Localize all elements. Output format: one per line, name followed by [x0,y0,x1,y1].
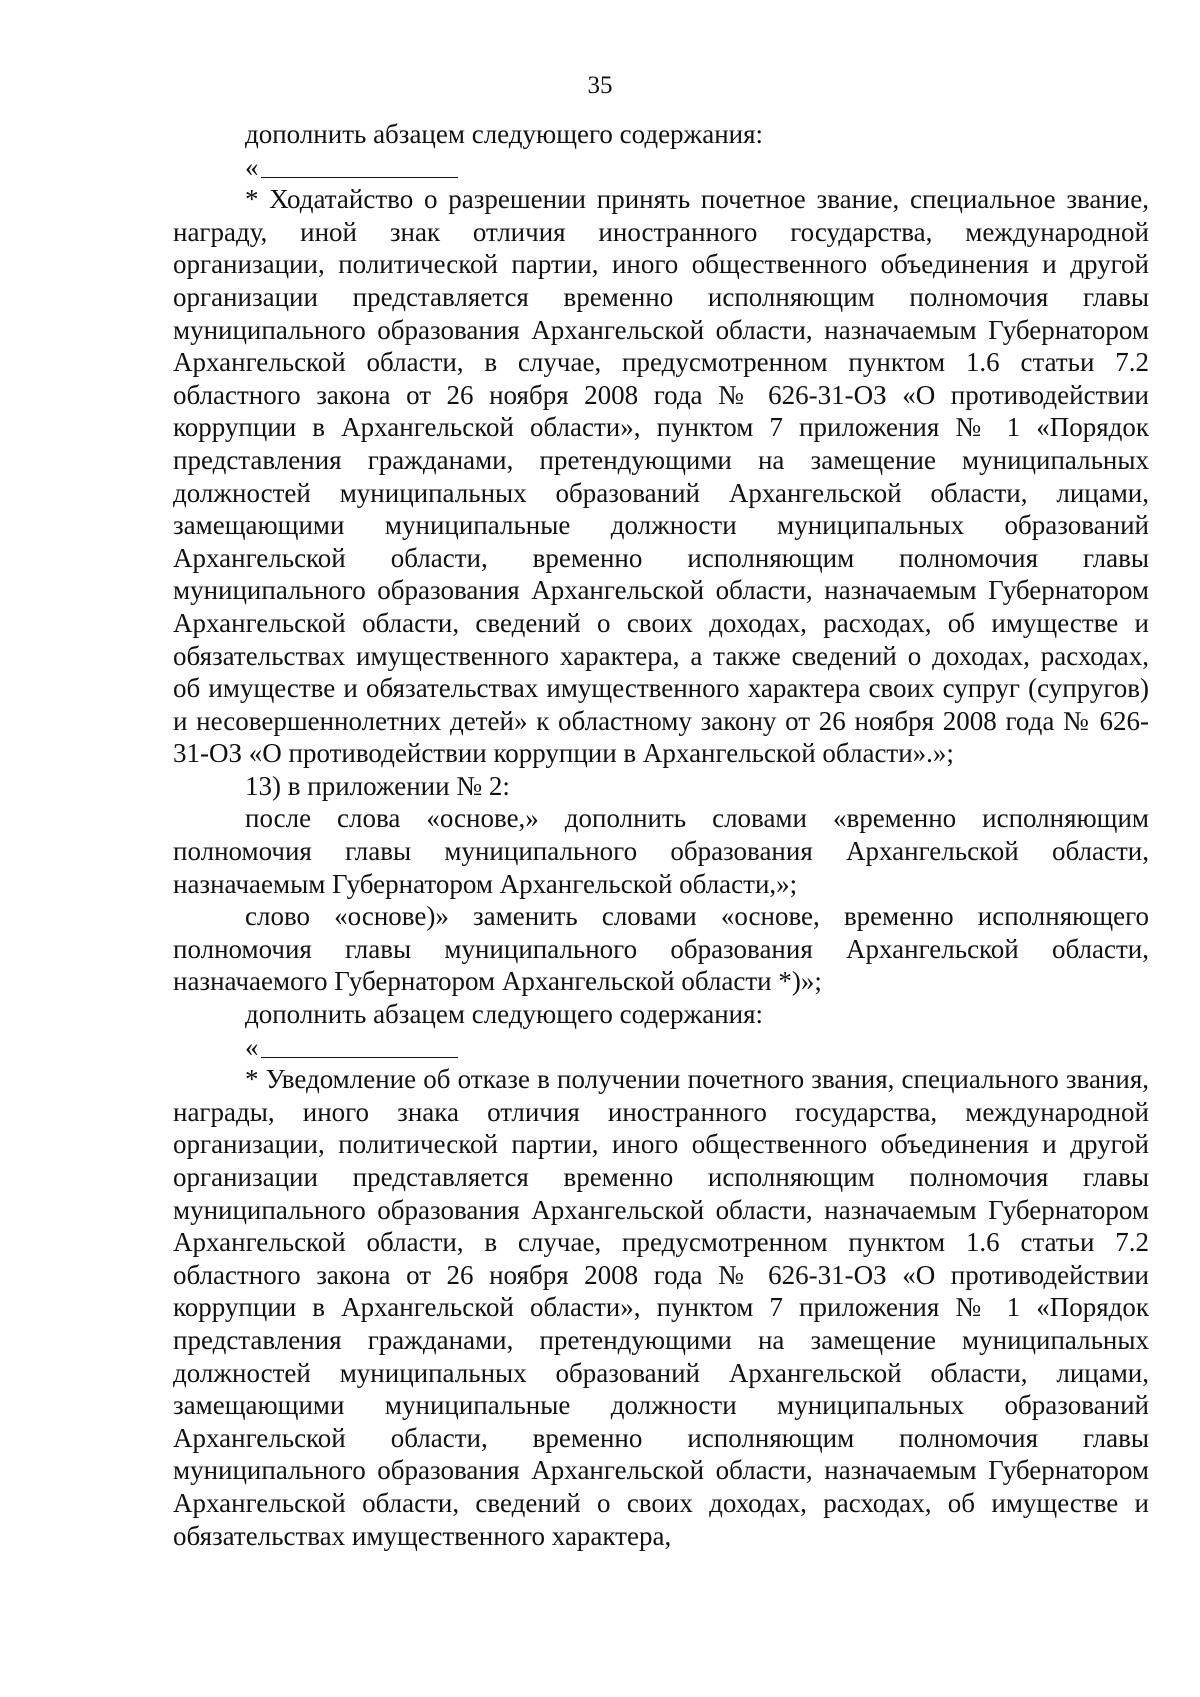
paragraph-add-clause-2: дополнить абзацем следующего содержания: [245,999,764,1030]
paragraph-replace-word: слово «основе)» заменить словами «основе, временно исполняющего полномочия главы муниципального образования Архангельской области, назначаемого Губернатором Архангельской области *)»; [173,901,1149,997]
page-number: 35 [587,72,613,99]
paragraph-footnote-petition: * Ходатайство о разрешении принять почетное звание, специальное звание, награду, иной знак отличия иностранного государства, международной организации, политической партии, иного общественного объединения и другой организации представляется временно исполняющим полномочия главы муниципального образования Архангельской области, назначаемым Губернатором Архангельской области, в случае, предусмотренном пунктом 1.6 статьи 7.2 областного закона от 26 ноября 2008 года № 626-31-ОЗ «О противодействии коррупции в Архангельской области», пунктом 7 приложения № 1 «Порядок представления гражданами, претендующими на замещение муниципальных должностей муниципальных образований Архангельской области, лицами, замещающими муниципальные должности муниципальных образований Архангельской области, временно исполняющим полномочия главы муниципального образования Архангельской области, назначаемым Губернатором Архангельской области, сведений о своих доходах, расходах, об имуществе и обязательствах имущественного характера, а также сведений о доходах, расходах, об имуществе и обязательствах имущественного характера своих супруг (супругов) и несовершеннолетних детей» к областному закону от 26 ноября 2008 года № 626-31-ОЗ «О противодействии коррупции в Архангельской области».»; [173,184,1149,769]
paragraph-add-clause: дополнить абзацем следующего содержания: [245,119,764,149]
document-body [173,118,1149,1552]
paragraph-after-word: после слова «основе,» дополнить словами «временно исполняющим полномочия главы муниципального образования Архангельской области, назначаемым Губернатором Архангельской области,»; [173,803,1149,899]
footnote-opening-2 [173,1031,1149,1064]
opening-quote-2: « [245,1031,259,1062]
footnote-separator-line [261,177,458,178]
paragraph-item-13: 13) в приложении № 2: [245,770,510,801]
footnote-opening [173,151,1149,184]
paragraph-footnote-notice: * Уведомление об отказе в получении почетного звания, специального звания, награды, иного знака отличия иностранного государства, международной организации, политической партии, иного общественного объединения и другой организации представляется временно исполняющим полномочия главы муниципального образования Архангельской области, назначаемым Губернатором Архангельской области, в случае, предусмотренном пунктом 1.6 статьи 7.2 областного закона от 26 ноября 2008 года № 626-31-ОЗ «О противодействии коррупции в Архангельской области», пунктом 7 приложения № 1 «Порядок представления гражданами, претендующими на замещение муниципальных должностей муниципальных образований Архангельской области, лицами, замещающими муниципальные должности муниципальных образований Архангельской области, временно исполняющим полномочия главы муниципального образования Архангельской области, назначаемым Губернатором Архангельской области, сведений о своих доходах, расходах, об имуществе и обязательствах имущественного характера, [173,1064,1149,1551]
opening-quote: « [245,151,259,182]
footnote-separator-line-2 [261,1057,458,1058]
